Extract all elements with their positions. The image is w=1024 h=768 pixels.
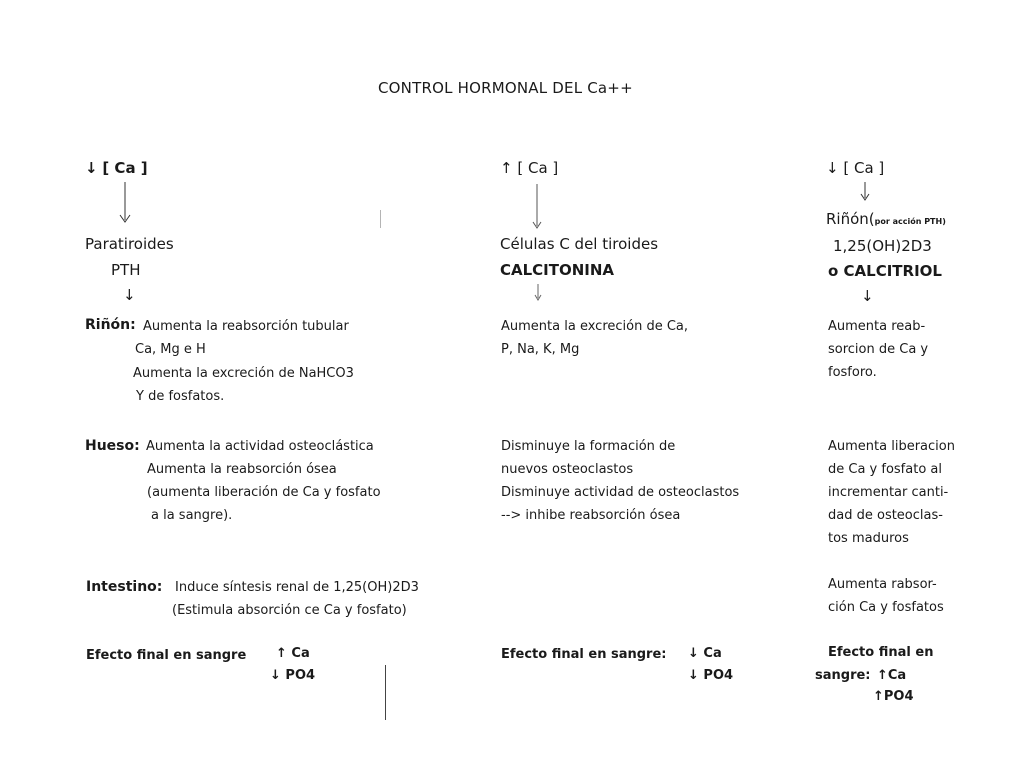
col3-kidney-line: sorcion de Ca y — [828, 342, 929, 357]
col3-hormone: o CALCITRIOL — [828, 262, 942, 280]
col3-bone-line: Aumenta liberacion — [828, 439, 955, 454]
col1-final-label: Efecto final en sangre — [86, 648, 247, 663]
col1-kidney-line: Ca, Mg e H — [135, 342, 206, 357]
col3-header-label: [ Ca ] — [843, 159, 885, 177]
page-title: CONTROL HORMONAL DEL Ca++ — [378, 79, 633, 97]
short-down-arrow-icon — [532, 282, 544, 304]
col1-final-po4: ↓ PO4 — [270, 668, 316, 683]
col2-header — [500, 160, 558, 176]
down-arrow-icon: ↓ — [123, 286, 136, 304]
col1-bone-line: Aumenta la actividad osteoclástica — [146, 439, 374, 454]
col1-gland: Paratiroides — [85, 235, 174, 253]
col3-final-po4: ↑PO4 — [873, 689, 914, 704]
col3-bone-line: dad de osteoclas- — [828, 508, 943, 523]
col3-bone-line: incrementar canti- — [828, 485, 949, 500]
col1-intestine-line: Induce síntesis renal de 1,25(OH)2D3 — [175, 580, 419, 595]
down-arrow-icon: ↓ — [826, 159, 839, 177]
col1-bone-label: Hueso: — [85, 438, 140, 454]
short-down-arrow-icon — [858, 180, 872, 204]
col2-gland: Células C del tiroides — [500, 235, 659, 253]
col1-final-ca: ↑ Ca — [276, 646, 310, 661]
col2-final-po4: ↓ PO4 — [688, 668, 734, 683]
col3-kidney-line: fosforo. — [828, 365, 877, 380]
col1-header-label: [ Ca ] — [102, 159, 148, 177]
col2-bone-line: nuevos osteoclastos — [501, 462, 634, 477]
col2-final-label: Efecto final en sangre: — [501, 647, 667, 662]
col3-intestine-line: Aumenta rabsor- — [828, 577, 937, 592]
col1-intestine-line: (Estimula absorción ce Ca y fosfato) — [172, 603, 407, 618]
col3-compound: 1,25(OH)2D3 — [833, 237, 932, 255]
col3-organ-label: Riñón( — [826, 210, 875, 228]
col1-intestine-label: Intestino: — [86, 579, 163, 595]
down-arrow-icon: ↓ — [861, 287, 874, 305]
col1-bone-line: (aumenta liberación de Ca y fosfato — [147, 485, 381, 500]
up-arrow-icon: ↑ — [500, 159, 513, 177]
col3-final-label-2: sangre: — [815, 668, 871, 683]
col1-header — [85, 160, 148, 176]
col3-organ — [826, 211, 946, 230]
scan-artifact-line — [380, 210, 381, 228]
col1-kidney-line: Aumenta la excreción de NaHCO3 — [133, 366, 354, 381]
col2-bone-line: Disminuye actividad de osteoclastos — [501, 485, 740, 500]
col1-kidney-line: Aumenta la reabsorción tubular — [143, 319, 349, 334]
long-down-arrow-icon — [118, 180, 132, 226]
col3-intestine-line: ción Ca y fosfatos — [828, 600, 944, 615]
col3-final-ca: ↑Ca — [877, 668, 907, 683]
col2-bone-line: --> inhibe reabsorción ósea — [501, 508, 681, 523]
col2-kidney-line: Aumenta la excreción de Ca, — [501, 319, 689, 334]
down-arrow-icon: ↓ — [85, 159, 98, 177]
col2-final-ca: ↓ Ca — [688, 646, 722, 661]
long-down-arrow-icon — [530, 182, 544, 232]
col3-header — [826, 160, 884, 176]
col1-kidney-line: Y de fosfatos. — [136, 389, 225, 404]
scan-artifact-line — [385, 665, 386, 720]
col1-bone-line: a la sangre). — [151, 508, 233, 523]
col3-bone-line: tos maduros — [828, 531, 909, 546]
col3-bone-line: de Ca y fosfato al — [828, 462, 942, 477]
col2-bone-line: Disminuye la formación de — [501, 439, 676, 454]
col1-hormone: PTH — [111, 261, 141, 279]
col2-header-label: [ Ca ] — [517, 159, 559, 177]
col1-bone-line: Aumenta la reabsorción ósea — [147, 462, 337, 477]
col2-kidney-line: P, Na, K, Mg — [501, 342, 580, 357]
col3-kidney-line: Aumenta reab- — [828, 319, 926, 334]
col1-kidney-label: Riñón: — [85, 317, 136, 333]
col2-hormone: CALCITONINA — [500, 261, 615, 279]
col3-organ-note: por acción PTH) — [874, 217, 946, 226]
col3-final-label: Efecto final en — [828, 645, 934, 660]
